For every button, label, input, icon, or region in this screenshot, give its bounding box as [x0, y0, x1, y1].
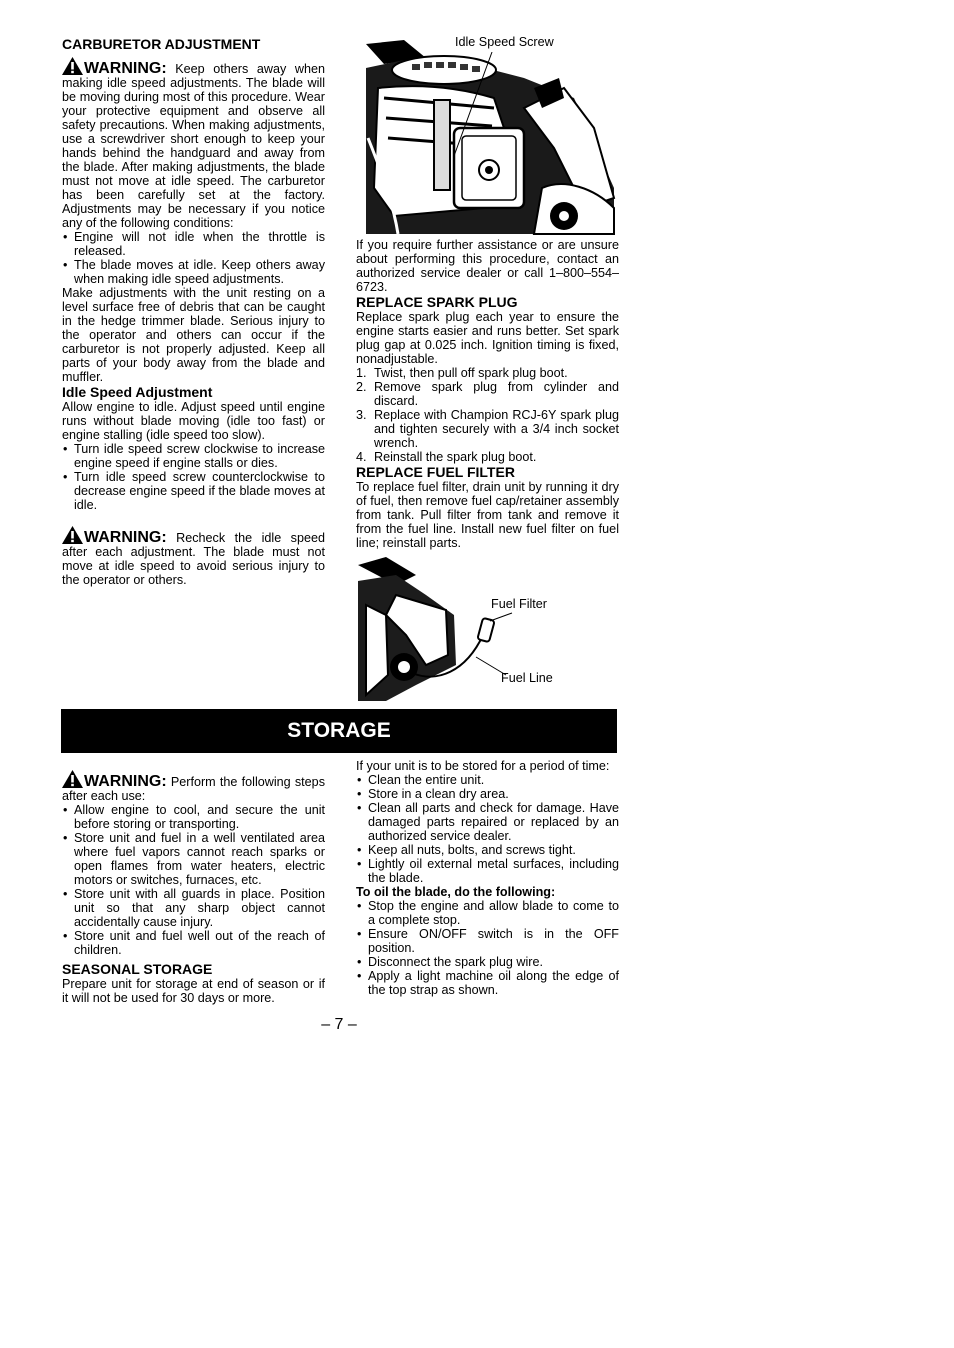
warning-text: Keep others away when making idle speed adjustments. The blade will be moving during most of this procedure. Wear your protective equipment and observe all safety precautions. When making adjustments, use a screwdriver short enough to keep your hands behind the handguard and away from the blade. After making adjustments, the blade must not move at idle speed. The carburetor has been carefully set at the factory. Adjustments may be necessary if you notice any of the following conditions: [62, 62, 325, 230]
warning-word: WARNING: [84, 529, 167, 546]
list-item: • Store unit and fuel well out of the reach of children. [62, 929, 325, 957]
spark-plug-intro: Replace spark plug each year to ensure the engine starts easier and runs better. Set spark plug gap at 0.025 inch. Ignition timing is fixed, nonadjustable. [356, 310, 619, 366]
fuel-filter-label: Fuel Filter [491, 597, 547, 611]
list-item: • Clean the entire unit. [356, 773, 619, 787]
list-item: • Store unit with all guards in place. Position unit so that any sharp object cannot accidentally cause injury. [62, 887, 325, 929]
list-item: • Disconnect the spark plug wire. [356, 955, 619, 969]
left-column-bottom [62, 770, 325, 1005]
list-item: • Lightly oil external metal surfaces, including the blade. [356, 857, 619, 885]
list-item: • Apply a light machine oil along the edge of the top strap as shown. [356, 969, 619, 997]
conditions-list [62, 230, 325, 286]
idle-speed-intro: Allow engine to idle. Adjust speed until engine runs without blade moving (idle too fast) or engine stalling (idle speed too slow). [62, 400, 325, 442]
warning-triangle-icon [62, 526, 83, 544]
idle-steps-list [62, 442, 325, 512]
idle-speed-screw-illustration [364, 38, 626, 236]
list-item: • Keep all nuts, bolts, and screws tight. [356, 843, 619, 857]
fuel-filter-text: To replace fuel filter, drain unit by running it dry of fuel, then remove fuel cap/retainer assembly from tank. Pull filter from tank and remove it from the fuel line. Install new fuel filter on fuel line; reinstall parts. [356, 480, 619, 550]
warning-word: WARNING: [84, 773, 167, 790]
list-item: • Engine will not idle when the throttle is released. [62, 230, 325, 258]
list-item: 1. Twist, then pull off spark plug boot. [356, 366, 568, 380]
carburetor-paragraph: Make adjustments with the unit resting on a level surface free of debris that can be caught in the hedge trimmer blade. Serious injury to the operator and others can occur if the carburetor is not properly adjusted. Keep all parts of your body away from the blade and muffler. [62, 286, 325, 384]
list-item: • Allow engine to cool, and secure the unit before storing or transporting. [62, 803, 325, 831]
spark-plug-steps [356, 366, 619, 464]
long-storage-steps [356, 773, 619, 885]
oil-blade-heading: To oil the blade, do the following: [356, 885, 556, 899]
storage-banner: STORAGE [61, 709, 617, 753]
long-storage-intro: If your unit is to be stored for a period of time: [356, 759, 610, 773]
carburetor-warning [62, 57, 325, 230]
carburetor-title: CARBURETOR ADJUSTMENT [62, 36, 261, 52]
idle-speed-title: Idle Speed Adjustment [62, 384, 213, 400]
list-item: 3. Replace with Champion RCJ-6Y spark plug and tighten securely with a 3/4 inch socket wrench. [356, 408, 619, 450]
assistance-text: If you require further assistance or are unsure about performing this procedure, contact an authorized service dealer or call 1–800–554–6723. [356, 238, 619, 294]
warning-triangle-icon [62, 770, 83, 788]
oil-blade-steps [356, 899, 619, 997]
storage-steps [62, 803, 325, 957]
storage-warning [62, 770, 325, 803]
warning-triangle-icon [62, 57, 83, 75]
left-column-top [62, 36, 325, 587]
fuel-filter-illustration [356, 555, 516, 703]
list-item: 4. Reinstall the spark plug boot. [356, 450, 537, 464]
list-item: 2. Remove spark plug from cylinder and discard. [356, 380, 619, 408]
list-item: • Store in a clean dry area. [356, 787, 619, 801]
fuel-filter-title: REPLACE FUEL FILTER [356, 464, 515, 480]
fuel-line-label: Fuel Line [501, 671, 553, 685]
seasonal-storage-text: Prepare unit for storage at end of season or if it will not be used for 30 days or more. [62, 977, 325, 1005]
list-item: • Clean all parts and check for damage. Have damaged parts repaired or replaced by an authorized service dealer. [356, 801, 619, 843]
right-column-top [356, 238, 619, 550]
list-item: • Turn idle speed screw clockwise to increase engine speed if engine stalls or dies. [62, 442, 325, 470]
list-item: • Ensure ON/OFF switch is in the OFF position. [356, 927, 619, 955]
page-number: – 7 – [321, 1016, 357, 1033]
warning-text: Recheck the idle speed after each adjustment. The blade must not move at idle speed to avoid serious injury to the operator or others. [62, 531, 325, 587]
warning-text: Perform the following steps after each use: [62, 775, 325, 803]
list-item: • Turn idle speed screw counterclockwise to decrease engine speed if the blade moves at idle. [62, 470, 325, 512]
warning-word: WARNING: [84, 60, 167, 77]
list-item: • Stop the engine and allow blade to come to a complete stop. [356, 899, 619, 927]
seasonal-storage-title: SEASONAL STORAGE [62, 961, 213, 977]
idle-speed-screw-label: Idle Speed Screw [455, 35, 554, 49]
list-item: • Store unit and fuel in a well ventilated area where fuel vapors cannot reach sparks or open flames from water heaters, electric motors or switches, furnaces, etc. [62, 831, 325, 887]
list-item: • The blade moves at idle. Keep others away when making idle speed adjustments. [62, 258, 325, 286]
spark-plug-title: REPLACE SPARK PLUG [356, 294, 518, 310]
right-column-bottom [356, 759, 619, 997]
idle-warning [62, 526, 325, 587]
